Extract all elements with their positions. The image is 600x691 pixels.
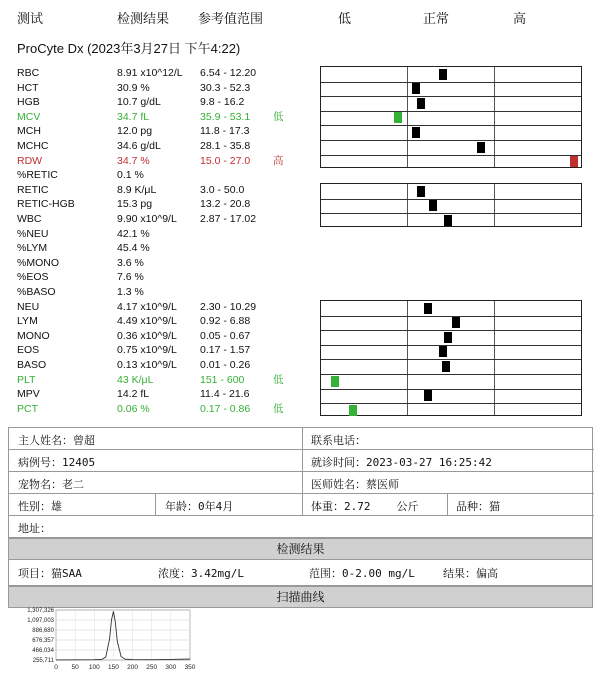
test-reference: 2.30 - 10.29 — [200, 300, 257, 313]
concentration-value: 3.42mg/L — [191, 567, 244, 580]
x-tick-label: 100 — [88, 664, 100, 671]
test-name: %LYM — [17, 242, 48, 255]
header-low: 低 — [338, 11, 352, 26]
address-field — [18, 520, 51, 536]
x-tick-label: 350 — [184, 664, 196, 671]
range-field — [309, 565, 415, 581]
weight-value: 2.72 — [344, 500, 371, 513]
owner-value: 曾超 — [73, 434, 95, 447]
test-name: MCHC — [17, 140, 49, 152]
test-reference: 28.1 - 35.8 — [200, 140, 251, 152]
gauge-row-line — [321, 111, 581, 112]
test-reference: 0.92 - 6.88 — [200, 315, 251, 328]
item-label: 项目： — [18, 567, 51, 580]
species-value: 猫 — [489, 500, 500, 513]
test-flag: 低 — [273, 373, 284, 386]
test-value: 0.13 x10^9/L — [117, 359, 177, 371]
doctor-label: 医师姓名： — [311, 478, 366, 491]
test-value: 30.9 % — [117, 81, 150, 94]
test-value: 8.91 x10^12/L — [117, 67, 183, 79]
phone-field — [311, 432, 366, 448]
gauge-box — [320, 183, 582, 227]
y-tick-label: 676,357 — [32, 638, 54, 644]
y-tick-label: 255,711 — [32, 658, 54, 664]
sex-field — [18, 498, 62, 514]
gauge-row-line — [321, 155, 581, 156]
x-tick-label: 0 — [54, 664, 58, 671]
doctor-field — [311, 476, 399, 492]
test-reference: 0.05 - 0.67 — [200, 329, 251, 342]
scan-curve-heading: 扫描曲线 — [8, 586, 593, 608]
test-value: 43 K/μL — [117, 373, 154, 386]
test-value: 45.4 % — [117, 242, 150, 255]
gauge-marker — [570, 156, 578, 167]
weight-label: 体重： — [311, 500, 344, 513]
test-value: 15.3 pg — [117, 198, 153, 211]
test-name: MCH — [17, 125, 41, 138]
weight-field — [311, 498, 419, 514]
test-name: MCV — [17, 110, 41, 123]
gauge-marker — [452, 317, 460, 328]
test-result-row — [8, 560, 593, 586]
doctor-value: 蔡医师 — [366, 478, 399, 491]
test-name: %RETIC — [17, 169, 58, 182]
owner-label: 主人姓名： — [18, 434, 73, 447]
gauge-marker — [394, 112, 402, 123]
gauge-row-line — [321, 316, 581, 317]
test-value: 0.1 % — [117, 169, 144, 182]
gauge-marker — [412, 83, 420, 94]
range-label: 范围： — [309, 567, 342, 580]
visit-label: 就诊时间： — [311, 456, 366, 469]
test-name: WBC — [17, 213, 42, 225]
test-value: 0.06 % — [117, 402, 150, 415]
test-name: PLT — [17, 373, 36, 386]
item-field — [18, 565, 82, 581]
test-name: RETIC — [17, 183, 49, 196]
gauge-marker — [429, 200, 437, 211]
gauge-row-line — [321, 345, 581, 346]
case-value: 12405 — [62, 456, 96, 469]
x-tick-label: 50 — [71, 664, 79, 671]
test-name: RDW — [17, 154, 43, 167]
test-value: 4.17 x10^9/L — [117, 300, 177, 313]
test-reference: 13.2 - 20.8 — [200, 198, 251, 211]
test-value: 1.3 % — [117, 286, 144, 298]
test-reference: 0.01 - 0.26 — [200, 359, 251, 371]
result-row — [0, 285, 600, 300]
test-value: 42.1 % — [117, 227, 150, 240]
x-tick-label: 200 — [127, 664, 139, 671]
weight-unit: 公斤 — [396, 500, 419, 513]
result-label: 结果： — [443, 567, 476, 580]
test-value: 9.90 x10^9/L — [117, 213, 177, 225]
test-name: EOS — [17, 344, 40, 357]
gauge-marker — [444, 215, 452, 226]
header-reference: 参考值范围 — [198, 11, 264, 26]
gauge-row-line — [321, 359, 581, 360]
item-value: 猫SAA — [51, 567, 82, 580]
result-value: 偏高 — [476, 567, 498, 580]
test-reference: 15.0 - 27.0 — [200, 154, 251, 167]
test-name: MPV — [17, 388, 40, 401]
test-reference: 0.17 - 0.86 — [200, 402, 251, 415]
test-name: LYM — [17, 315, 38, 328]
pet-value: 老二 — [62, 478, 84, 491]
gauge-marker — [349, 405, 357, 416]
age-field — [165, 498, 233, 514]
scan-curve-line — [56, 611, 190, 660]
y-tick-label: 886,680 — [32, 628, 54, 634]
test-name: MONO — [17, 329, 50, 342]
result-row — [0, 270, 600, 285]
sex-value: 雄 — [51, 500, 62, 513]
gauge-marker — [442, 361, 450, 372]
age-value: 0年4月 — [198, 500, 234, 513]
x-tick-label: 300 — [165, 664, 177, 671]
result-field — [443, 565, 498, 581]
address-label: 地址： — [18, 522, 51, 535]
test-name: BASO — [17, 359, 47, 371]
visit-value: 2023-03-27 16:25:42 — [366, 456, 492, 469]
test-value: 34.6 g/dL — [117, 140, 161, 152]
case-field — [18, 454, 95, 470]
result-row — [0, 168, 600, 183]
test-reference: 0.17 - 1.57 — [200, 344, 251, 357]
test-reference: 151 - 600 — [200, 373, 245, 386]
gauge-row-line — [321, 82, 581, 83]
test-value: 34.7 % — [117, 154, 150, 167]
gauge-row-line — [321, 330, 581, 331]
test-value: 8.9 K/μL — [117, 183, 157, 196]
test-name: HGB — [17, 96, 40, 109]
gauge-row-line — [321, 125, 581, 126]
test-value: 4.49 x10^9/L — [117, 315, 177, 328]
test-flag: 低 — [273, 110, 284, 123]
test-result-heading: 检测结果 — [8, 538, 593, 560]
test-value: 0.75 x10^9/L — [117, 344, 177, 357]
test-reference: 6.54 - 12.20 — [200, 67, 257, 79]
concentration-label: 浓度： — [158, 567, 191, 580]
test-name: HCT — [17, 81, 39, 94]
gauge-marker — [439, 69, 447, 80]
test-value: 7.6 % — [117, 271, 144, 284]
species-field — [456, 498, 500, 514]
y-tick-label: 1,307,326 — [27, 608, 54, 614]
gauge-box — [320, 66, 582, 168]
header-high: 高 — [513, 11, 527, 26]
result-row — [0, 241, 600, 256]
test-reference: 2.87 - 17.02 — [200, 213, 257, 225]
test-name: %NEU — [17, 227, 49, 240]
species-label: 品种： — [456, 500, 489, 513]
case-label: 病例号： — [18, 456, 62, 469]
test-value: 14.2 fL — [117, 388, 150, 401]
gauge-box — [320, 300, 582, 417]
test-value: 0.36 x10^9/L — [117, 329, 177, 342]
x-tick-label: 250 — [146, 664, 158, 671]
result-row — [0, 227, 600, 242]
gauge-row-line — [321, 140, 581, 141]
visit-field — [311, 454, 492, 470]
gauge-marker — [417, 186, 425, 197]
gauge-row-line — [321, 374, 581, 375]
gauge-divider — [494, 184, 495, 226]
gauge-row-line — [321, 403, 581, 404]
test-reference: 3.0 - 50.0 — [200, 183, 245, 196]
concentration-field — [158, 565, 244, 581]
gauge-row-line — [321, 389, 581, 390]
y-tick-label: 466,034 — [32, 648, 54, 654]
test-reference: 30.3 - 52.3 — [200, 81, 251, 94]
gauge-marker — [424, 303, 432, 314]
plot-area — [56, 610, 190, 660]
gauge-marker — [412, 127, 420, 138]
sex-label: 性别： — [18, 500, 51, 513]
header-result: 检测结果 — [117, 11, 170, 26]
test-value: 10.7 g/dL — [117, 96, 161, 109]
test-name: RETIC-HGB — [17, 198, 75, 211]
header-test: 测试 — [17, 11, 44, 26]
test-name: PCT — [17, 402, 38, 415]
header-normal: 正常 — [423, 11, 450, 26]
test-name: RBC — [17, 67, 40, 79]
test-flag: 高 — [273, 154, 284, 167]
gauge-marker — [477, 142, 485, 153]
result-row — [0, 256, 600, 271]
test-reference: 11.8 - 17.3 — [200, 125, 250, 138]
range-value: 0-2.00 mg/L — [342, 567, 415, 580]
test-value: 3.6 % — [117, 256, 144, 269]
test-value: 34.7 fL — [117, 110, 150, 123]
test-name: %MONO — [17, 256, 59, 269]
test-flag: 低 — [273, 402, 284, 415]
y-tick-label: 1,097,003 — [27, 618, 54, 624]
phone-label: 联系电话： — [311, 434, 366, 447]
patient-info-table — [8, 427, 593, 538]
gauge-marker — [444, 332, 452, 343]
instrument-title: ProCyte Dx (2023年3月27日 下午4:22) — [17, 41, 241, 56]
test-name: %BASO — [17, 286, 56, 298]
gauge-row-line — [321, 199, 581, 200]
scan-curve-chart — [8, 606, 208, 686]
test-value: 12.0 pg — [117, 125, 153, 138]
age-label: 年龄： — [165, 500, 198, 513]
test-name: %EOS — [17, 271, 49, 284]
pet-field — [18, 476, 84, 492]
owner-field — [18, 432, 95, 448]
gauge-row-line — [321, 213, 581, 214]
x-tick-label: 150 — [107, 664, 119, 671]
gauge-row-line — [321, 96, 581, 97]
gauge-marker — [424, 390, 432, 401]
pet-label: 宠物名： — [18, 478, 62, 491]
test-name: NEU — [17, 300, 40, 313]
test-reference: 9.8 - 16.2 — [200, 96, 245, 109]
test-reference: 11.4 - 21.6 — [200, 388, 250, 401]
gauge-marker — [331, 376, 339, 387]
test-reference: 35.9 - 53.1 — [200, 110, 251, 123]
gauge-marker — [417, 98, 425, 109]
gauge-divider — [407, 184, 408, 226]
gauge-marker — [439, 346, 447, 357]
